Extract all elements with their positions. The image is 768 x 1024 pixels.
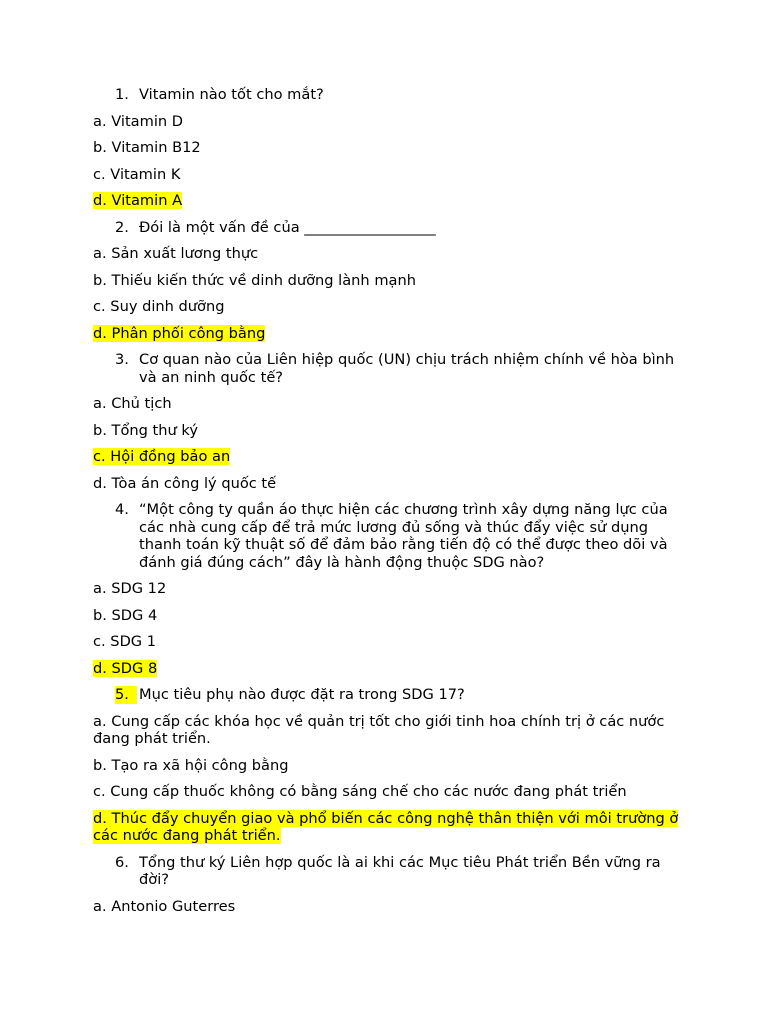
question-text: “Một công ty quần áo thực hiện các chương trình xây dựng năng lực của các nhà cung cấp để trả mức lương đủ sống và thúc đẩy việc sử dụng thanh toán kỹ thuật số để đảm bảo rằng tiến độ có thể được theo dõi và đánh giá đúng cách” đây là hành động thuộc SDG nào? bbox=[139, 501, 668, 571]
question-number: 4. bbox=[115, 501, 129, 518]
question-number: 5. bbox=[115, 686, 137, 704]
answer-option bbox=[93, 783, 683, 801]
answer-text: a. Sản xuất lương thực bbox=[93, 245, 259, 262]
answer-option bbox=[93, 448, 683, 466]
answer-text: c. Suy dinh dưỡng bbox=[93, 298, 225, 315]
answer-option bbox=[93, 192, 683, 210]
answer-text: b. Thiếu kiến thức về dinh dưỡng lành mạnh bbox=[93, 271, 416, 289]
question-number: 2. bbox=[115, 218, 129, 236]
correct-answer-text: d. SDG 8 bbox=[93, 659, 158, 677]
question-text: Vitamin nào tốt cho mắt? bbox=[139, 86, 324, 103]
answer-text: c. Vitamin K bbox=[93, 165, 181, 183]
correct-answer-text: d. Vitamin A bbox=[93, 192, 183, 209]
question-2 bbox=[93, 219, 683, 237]
answer-text: c. SDG 1 bbox=[93, 633, 157, 650]
answer-option bbox=[93, 395, 683, 413]
question-text: Cơ quan nào của Liên hiệp quốc (UN) chịu trách nhiệm chính về hòa bình và an ninh quốc tế? bbox=[139, 351, 675, 386]
answer-option bbox=[93, 633, 683, 651]
answer-option bbox=[93, 139, 683, 157]
answer-text: b. Tạo ra xã hội công bằng bbox=[93, 756, 289, 774]
question-text: Đói là một vấn đề của __________________ bbox=[139, 218, 436, 236]
answer-text: a. Chủ tịch bbox=[93, 395, 172, 412]
answer-option bbox=[93, 298, 683, 316]
answer-text: b. SDG 4 bbox=[93, 606, 158, 624]
question-6 bbox=[93, 854, 683, 889]
question-4 bbox=[93, 501, 683, 571]
question-number: 1. bbox=[115, 86, 129, 103]
answer-text: a. Cung cấp các khóa học về quản trị tốt cho giới tinh hoa chính trị ở các nước đang phát triển. bbox=[93, 712, 665, 747]
question-number: 6. bbox=[115, 853, 129, 871]
answer-option bbox=[93, 245, 683, 263]
question-text: Tổng thư ký Liên hợp quốc là ai khi các Mục tiêu Phát triển Bền vững ra đời? bbox=[139, 853, 661, 888]
answer-option bbox=[93, 272, 683, 290]
answer-option bbox=[93, 898, 683, 916]
answer-option bbox=[93, 713, 683, 748]
answer-option bbox=[93, 166, 683, 184]
question-number: 3. bbox=[115, 351, 129, 368]
answer-option bbox=[93, 757, 683, 775]
correct-answer-text: d. Phân phối công bằng bbox=[93, 324, 266, 342]
question-5 bbox=[93, 686, 683, 704]
answer-text: d. Tòa án công lý quốc tế bbox=[93, 474, 277, 492]
answer-option bbox=[93, 660, 683, 678]
answer-text: a. Vitamin D bbox=[93, 112, 183, 130]
answer-text: a. SDG 12 bbox=[93, 580, 167, 597]
question-3 bbox=[93, 351, 683, 386]
correct-answer-text: c. Hội đồng bảo an bbox=[93, 448, 231, 465]
question-1 bbox=[93, 86, 683, 104]
answer-option bbox=[93, 422, 683, 440]
answer-option bbox=[93, 113, 683, 131]
answer-text: b. Tổng thư ký bbox=[93, 421, 198, 439]
answer-text: c. Cung cấp thuốc không có bằng sáng chế cho các nước đang phát triển bbox=[93, 783, 627, 800]
answer-option bbox=[93, 607, 683, 625]
answer-text: a. Antonio Guterres bbox=[93, 897, 236, 915]
correct-answer-text: d. Thúc đẩy chuyển giao và phổ biến các công nghệ thân thiện với môi trường ở các nước đang phát triển. bbox=[93, 809, 679, 844]
answer-text: b. Vitamin B12 bbox=[93, 139, 201, 156]
answer-option bbox=[93, 325, 683, 343]
question-text: Mục tiêu phụ nào được đặt ra trong SDG 17? bbox=[139, 686, 465, 703]
answer-option bbox=[93, 580, 683, 598]
answer-option bbox=[93, 810, 683, 845]
answer-option bbox=[93, 475, 683, 493]
